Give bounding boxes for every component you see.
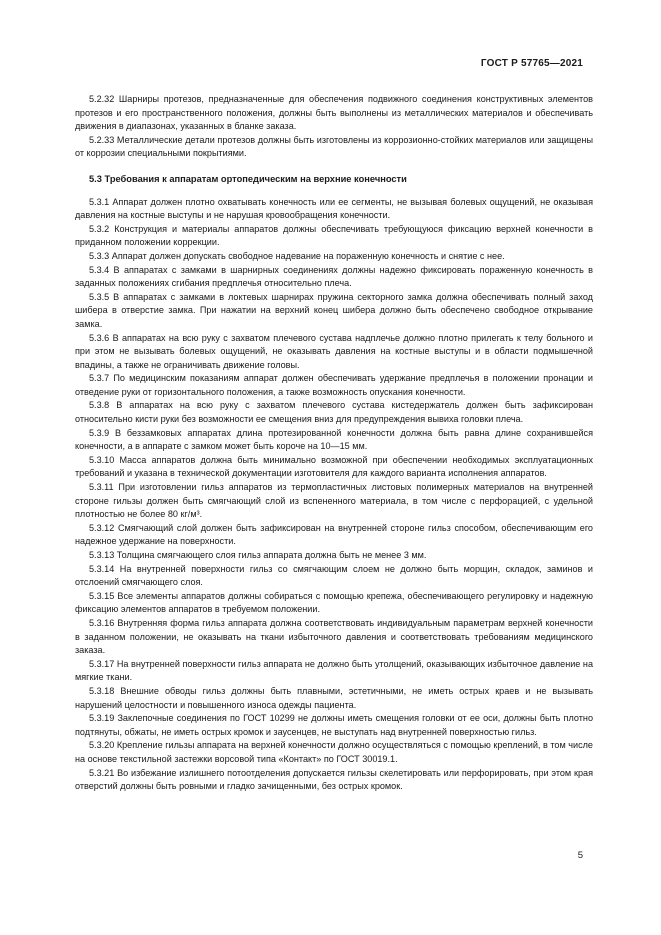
paragraph-5-3-18: 5.3.18 Внешние обводы гильз должны быть плавными, эстетичными, не иметь острых краев и не вызывать нарушений целостности и повышенного износа одежды пациента. bbox=[75, 685, 593, 710]
paragraph-5-3-12: 5.3.12 Смягчающий слой должен быть зафиксирован на внутренней стороне гильз способом, обеспечивающим его надежное удержание на поверхности. bbox=[75, 522, 593, 547]
paragraph-5-3-20: 5.3.20 Крепление гильзы аппарата на верхней конечности должно осуществляться с помощью креплений, в том числе на основе текстильной застежки ворсовой типа «Контакт» по ГОСТ 30019.1. bbox=[75, 740, 593, 764]
paragraph-5-2-33: 5.2.33 Металлические детали протезов должны быть изготовлены из коррозионно-стойких материалов или защищены от коррозии специальными покрытиями. bbox=[75, 134, 593, 159]
paragraph-5-3-21: 5.3.21 Во избежание излишнего потоотделения допускается гильзы скелетировать или перфорировать, при этом края отверстий должны быть ровными и гладко зачищенными, без острых кромок. bbox=[75, 767, 593, 792]
paragraph-5-3-4: 5.3.4 В аппаратах с замками в шарнирных соединениях должны надежно фиксировать пораженную конечность в заданных положениях сгибания предплечья относительно плеча. bbox=[75, 264, 593, 289]
paragraph-5-3-9: 5.3.9 В беззамковых аппаратах длина протезированной конечности должна быть равна длине сохранившейся конечности, а в аппарате с замком может быть короче на 10—15 мм. bbox=[75, 427, 593, 452]
paragraph-5-3-13: 5.3.13 Толщина смягчающего слоя гильз аппарата должна быть не менее 3 мм. bbox=[89, 550, 427, 560]
document-code: ГОСТ Р 57765—2021 bbox=[480, 58, 583, 69]
paragraph-5-3-17: 5.3.17 На внутренней поверхности гильз аппарата не должно быть утолщений, оказывающих избыточное давление на мягкие ткани. bbox=[75, 658, 593, 683]
paragraph-5-3-8: 5.3.8 В аппаратах на всю руку с захватом плечевого сустава кистедержатель должен быть зафиксирован относительно кисти руки без возможности ее смещения вниз для предупреждения вывиха головки плеча. bbox=[75, 400, 593, 425]
paragraph-5-3-5: 5.3.5 В аппаратах с замками в локтевых шарнирах пружина секторного замка должна обеспечивать полный заход шибера в отверстие замка. При нажатии на верхний конец шибера должно быть обеспечено свободное открывание замка. bbox=[75, 291, 593, 329]
paragraph-5-3-19: 5.3.19 Заклепочные соединения по ГОСТ 10299 не должны иметь смещения головки от ее оси, должны быть плотно подтянуты, обжаты, не иметь острых кромок и заусенцев, не выступать над внутренней поверхностью гильз. bbox=[75, 713, 593, 737]
section-heading-5-3: 5.3 Требования к аппаратам ортопедическим на верхние конечности bbox=[89, 173, 407, 184]
paragraph-5-3-3: 5.3.3 Аппарат должен допускать свободное надевание на пораженную конечность и снятие с нее. bbox=[89, 250, 505, 261]
paragraph-5-3-14: 5.3.14 На внутренней поверхности гильз со смягчающим слоем не должно быть морщин, складок, заминов и отслоений смягчающего слоя. bbox=[75, 563, 593, 588]
paragraph-5-2-32: 5.2.32 Шарниры протезов, предназначенные для обеспечения подвижного соединения конструктивных элементов протезов и его пространственного положения, должны быть выполнены из металлических материалов и обеспечивать движения в диапазонах, указанных в бланке заказа. bbox=[75, 94, 593, 132]
paragraph-5-3-6: 5.3.6 В аппаратах на всю руку с захватом плечевого сустава надплечье должно плотно прилегать к телу больного и при этом не вызывать болевых ощущений, не оказывать давления на костные выступы и в области подмышечной впадины, а также не ограничивать движение головы. bbox=[75, 332, 593, 370]
paragraph-5-3-11: 5.3.11 При изготовлении гильз аппаратов из термопластичных листовых полимерных материалов на внутренней стороне гильзы должен быть смягчающий слой из вспененного материала, в том числе с перфорацией, с удельной плотностью не более 80 кг/м³. bbox=[75, 482, 593, 520]
paragraph-5-3-16: 5.3.16 Внутренняя форма гильз аппарата должна соответствовать индивидуальным параметрам верхней конечности в заданном положении, не оказывать на ткани избыточного давления и соответствовать требованиям медицинского заказа. bbox=[75, 617, 593, 656]
paragraph-5-3-7: 5.3.7 По медицинским показаниям аппарат должен обеспечивать удержание предплечья в положении пронации и отведение руки от горизонтального положения, а также возможность опускания конечности. bbox=[75, 373, 593, 397]
paragraph-5-3-1: 5.3.1 Аппарат должен плотно охватывать конечность или ее сегменты, не вызывая болевых ощущений, не оказывая давления на костные выступы и не нарушая кровообращения конечности. bbox=[75, 196, 593, 221]
paragraph-5-3-10: 5.3.10 Масса аппаратов должна быть минимально возможной при обеспечении необходимых эксплуатационных требований и указана в технической документации изготовителя для каждого варианта исполнения аппаратов. bbox=[75, 454, 593, 479]
paragraph-5-3-15: 5.3.15 Все элементы аппаратов должны собираться с помощью крепежа, обеспечивающего регулировку и надежную фиксацию элементов аппаратов в требуемом положении. bbox=[75, 590, 593, 615]
page-number: 5 bbox=[577, 850, 583, 861]
paragraph-5-3-2: 5.3.2 Конструкция и материалы аппаратов должны обеспечивать требующуюся фиксацию верхней конечности в приданном положении коррекции. bbox=[75, 223, 593, 248]
document-body bbox=[75, 93, 593, 794]
